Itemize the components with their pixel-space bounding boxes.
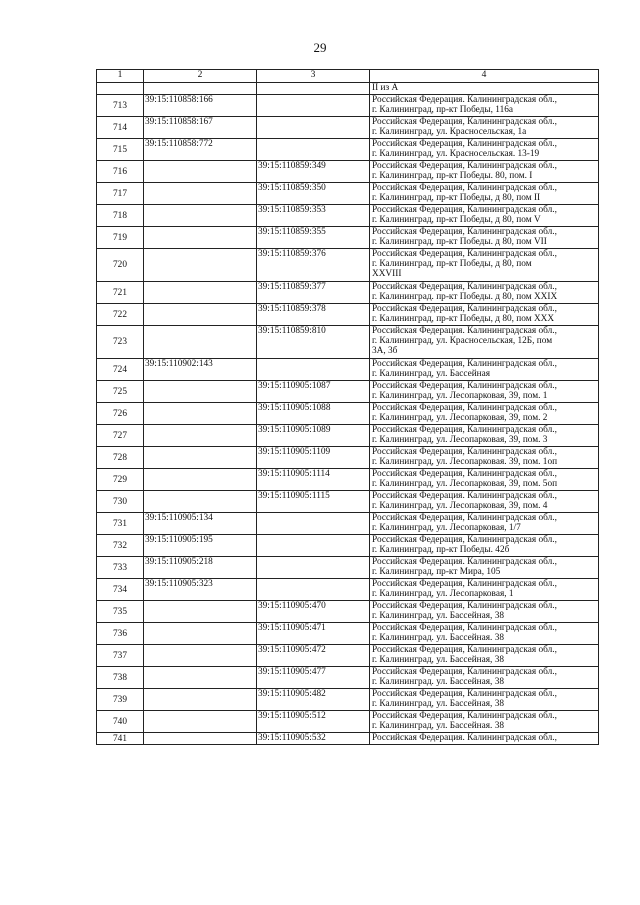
cadastral-number-col2: 39:15:110905:134 (144, 513, 257, 535)
cadastral-number-col3: 39:15:110905:470 (257, 601, 370, 623)
table-row (97, 535, 599, 557)
cadastral-number-col2 (144, 623, 257, 645)
cadastral-number-col3 (257, 117, 370, 139)
address-line: г. Калининград, пр-кт Победы, д 80, пом V (372, 215, 541, 225)
address-line: Российская Федерация, Калининградская обл., (372, 205, 557, 215)
table-row (97, 733, 599, 745)
table-row (97, 667, 599, 689)
cadastral-number-col3: 39:15:110905:472 (257, 645, 370, 667)
column-header-1: 1 (97, 70, 144, 83)
table-row (97, 381, 599, 403)
row-number: 714 (97, 117, 144, 139)
address-line: Российская Федерация. Калининградская обл., (372, 326, 557, 336)
cadastral-number-col2 (144, 733, 257, 745)
address-line: г. Калининград, ул. Лесопарковая, 1/7 (372, 523, 521, 533)
cadastral-number-col3: 39:15:110859:378 (257, 304, 370, 326)
cadastral-number-col2 (144, 403, 257, 425)
row-number: 729 (97, 469, 144, 491)
address-line: г. Калининград, ул. Лесопарковая, 39, пом. 4 (372, 501, 548, 511)
address-line: г. Калининград, пр-кт Победы. д 80, пом VII (372, 237, 547, 247)
address-line: Российская Федерация, Калининградская обл., (372, 425, 557, 435)
cadastral-number-col2: 39:15:110902:143 (144, 359, 257, 381)
row-number: 724 (97, 359, 144, 381)
address-line: г. Калининград, ул. Бассейная. 38 (372, 721, 504, 731)
row-number: 717 (97, 183, 144, 205)
cadastral-number-col2: 39:15:110858:167 (144, 117, 257, 139)
cadastral-number-col2 (144, 381, 257, 403)
cadastral-number-col2: 39:15:110858:166 (144, 95, 257, 117)
cadastral-number-col2 (144, 601, 257, 623)
cadastral-number-col2 (144, 83, 257, 95)
address-line: г. Калининград, пр-кт Победы, д 80, пом XXX (372, 314, 555, 324)
row-number: 728 (97, 447, 144, 469)
cadastral-number-col2 (144, 469, 257, 491)
address-line: Российская Федерация, Калининградская обл., (372, 601, 557, 611)
table-row (97, 117, 599, 139)
address-line: г. Калининград, ул. Лесопарковая, 39, пом. 2 (372, 413, 548, 423)
page-number: 29 (313, 40, 327, 55)
address-cell (370, 304, 599, 326)
column-header-2: 2 (144, 70, 257, 83)
address-line: Российская Федерация. Калининградская обл., (372, 95, 557, 105)
address-line: Российская Федерация, Калининградская обл., (372, 667, 557, 677)
table-row (97, 689, 599, 711)
cadastral-number-col3: 39:15:110859:353 (257, 205, 370, 227)
address-line: Российская Федерация, Калининградская обл., (372, 403, 557, 413)
address-line: Российская Федерация, Калининградская обл., (372, 623, 557, 633)
address-cell (370, 469, 599, 491)
address-cell (370, 403, 599, 425)
address-line: г. Калининград, ул. Лесопарковая. 39, пом. 1оп (372, 457, 558, 467)
table-header-row (97, 70, 599, 83)
table-row (97, 183, 599, 205)
table-row (97, 359, 599, 381)
address-line: 3А, 3б (372, 346, 398, 356)
cadastral-number-col3: 39:15:110859:350 (257, 183, 370, 205)
cadastral-number-col2 (144, 491, 257, 513)
cadastral-number-col2: 39:15:110858:772 (144, 139, 257, 161)
address-line: г. Калининград, пр-кт Победы. 42б (372, 545, 510, 555)
address-cell (370, 623, 599, 645)
address-line: Российская Федерация, Калининградская обл., (372, 161, 557, 171)
address-line: Российская Федерация, Калининградская обл., (372, 447, 557, 457)
address-line: Российская Федерация, Калининградская обл., (372, 183, 557, 193)
address-line: XXVIII (372, 269, 402, 279)
table-row (97, 557, 599, 579)
row-number (97, 83, 144, 95)
address-line: Российская Федерация, Калининградская обл., (372, 227, 557, 237)
address-line: Российская Федерация, Калининградская обл., (372, 249, 557, 259)
row-number: 718 (97, 205, 144, 227)
cadastral-number-col2 (144, 161, 257, 183)
address-line: г. Калининград, пр-кт Победы, д 80, пом (372, 259, 532, 269)
address-cell (370, 359, 599, 381)
table-row (97, 425, 599, 447)
address-line: Российская Федерация. Калининградская обл., (372, 557, 557, 567)
address-line: Российская Федерация, Калининградская обл., (372, 359, 557, 369)
cadastral-number-col3 (257, 557, 370, 579)
address-line: г. Калининград, ул. Красносельская. 13-19 (372, 149, 540, 159)
address-line: г. Калининград, ул. Бассейная, 38 (372, 699, 504, 709)
address-cell (370, 425, 599, 447)
cadastral-number-col3 (257, 95, 370, 117)
table-row (97, 491, 599, 513)
address-cell (370, 205, 599, 227)
row-number: 719 (97, 227, 144, 249)
cadastral-number-col3 (257, 359, 370, 381)
cadastral-number-col2 (144, 326, 257, 359)
row-number: 723 (97, 326, 144, 359)
cadastral-number-col3: 39:15:110859:810 (257, 326, 370, 359)
address-line: Российская Федерация, Калининградская обл., (372, 645, 557, 655)
address-cell (370, 249, 599, 282)
address-cell (370, 491, 599, 513)
cadastral-number-col3: 39:15:110859:377 (257, 282, 370, 304)
table-row (97, 513, 599, 535)
address-line: Российская Федерация, Калининградская обл., (372, 139, 557, 149)
cadastral-number-col3 (257, 513, 370, 535)
address-line: Российская Федерация. Калининградская обл., (372, 733, 557, 743)
address-cell (370, 579, 599, 601)
table-row (97, 326, 599, 359)
row-number: 722 (97, 304, 144, 326)
row-number: 736 (97, 623, 144, 645)
cadastral-number-col3: 39:15:110905:532 (257, 733, 370, 745)
table-row (97, 304, 599, 326)
address-cell (370, 513, 599, 535)
address-line: II из А (372, 83, 399, 93)
address-cell (370, 183, 599, 205)
table-row (97, 282, 599, 304)
table-row (97, 447, 599, 469)
address-cell (370, 667, 599, 689)
cadastral-number-col2: 39:15:110905:218 (144, 557, 257, 579)
address-cell (370, 381, 599, 403)
cadastral-number-col2: 39:15:110905:323 (144, 579, 257, 601)
table-row (97, 249, 599, 282)
address-line: Российская Федерация, Калининградская обл., (372, 381, 557, 391)
row-number: 720 (97, 249, 144, 282)
table-row (97, 711, 599, 733)
row-number: 740 (97, 711, 144, 733)
cadastral-number-col3: 39:15:110905:1089 (257, 425, 370, 447)
address-cell (370, 161, 599, 183)
cadastral-number-col3: 39:15:110859:376 (257, 249, 370, 282)
address-line: Российская Федерация, Калининградская обл., (372, 711, 557, 721)
address-cell (370, 689, 599, 711)
row-number: 726 (97, 403, 144, 425)
cadastral-number-col2: 39:15:110905:195 (144, 535, 257, 557)
address-line: г. Калининград. ул. Бассейная, 38 (372, 677, 504, 687)
address-cell (370, 711, 599, 733)
address-line: Российская Федерация. Калининградская обл., (372, 491, 557, 501)
cadastral-number-col3: 39:15:110905:1114 (257, 469, 370, 491)
address-line: Российская Федерация, Калининградская обл., (372, 535, 557, 545)
row-number: 741 (97, 733, 144, 745)
address-cell (370, 139, 599, 161)
table-row (97, 227, 599, 249)
cadastral-number-col2 (144, 711, 257, 733)
table-row (97, 161, 599, 183)
address-line: г. Калининград, ул. Бассейная, 38 (372, 611, 504, 621)
cadastral-number-col3: 39:15:110859:355 (257, 227, 370, 249)
row-number: 733 (97, 557, 144, 579)
row-number: 727 (97, 425, 144, 447)
cadastral-number-col2 (144, 447, 257, 469)
cadastral-number-col2 (144, 282, 257, 304)
table-row (97, 623, 599, 645)
address-cell (370, 117, 599, 139)
address-cell (370, 601, 599, 623)
cadastral-number-col2 (144, 227, 257, 249)
cadastral-number-col3 (257, 139, 370, 161)
row-number: 735 (97, 601, 144, 623)
address-line: г. Калининград, ул. Красносельская, 12Б, пом (372, 336, 553, 346)
address-cell (370, 83, 599, 95)
table-row (97, 579, 599, 601)
row-number: 738 (97, 667, 144, 689)
address-line: г. Калининград, ул. Красносельская, 1а (372, 127, 527, 137)
address-cell (370, 733, 599, 745)
table-row (97, 601, 599, 623)
register-table (96, 69, 599, 745)
address-line: г. Калининград. ул. Бассейная. 38 (372, 633, 504, 643)
row-number: 739 (97, 689, 144, 711)
cadastral-number-col3: 39:15:110905:512 (257, 711, 370, 733)
address-line: г. Калининград, пр-кт Мира, 105 (372, 567, 501, 577)
row-number: 730 (97, 491, 144, 513)
address-line: г. Калининград, ул. Бассейная, 38 (372, 655, 504, 665)
column-header-4: 4 (370, 70, 599, 83)
address-line: Российская Федерация, Калининградская обл., (372, 513, 557, 523)
cadastral-number-col3: 39:15:110905:1087 (257, 381, 370, 403)
table-row (97, 139, 599, 161)
row-number: 721 (97, 282, 144, 304)
column-header-3: 3 (257, 70, 370, 83)
table-row (97, 469, 599, 491)
address-line: Российская Федерация, Калининградская обл., (372, 117, 557, 127)
address-cell (370, 326, 599, 359)
address-line: г. Калининград. пр-кт Победы. д 80, пом XXIX (372, 292, 558, 302)
address-line: Российская Федерация, Калининградская обл., (372, 304, 557, 314)
address-line: Российская Федерация, Калининградская обл., (372, 689, 557, 699)
address-line: Российская Федерация, Калининградская обл., (372, 469, 557, 479)
row-number: 716 (97, 161, 144, 183)
table-row (97, 205, 599, 227)
cadastral-number-col3: 39:15:110905:471 (257, 623, 370, 645)
cadastral-number-col2 (144, 183, 257, 205)
cadastral-number-col3: 39:15:110905:477 (257, 667, 370, 689)
cadastral-number-col3: 39:15:110905:1109 (257, 447, 370, 469)
cadastral-number-col2 (144, 645, 257, 667)
address-line: г. Калининград, ул. Лесопарковая, 1 (372, 589, 514, 599)
cadastral-number-col3: 39:15:110905:1088 (257, 403, 370, 425)
address-line: Российская Федерация, Калининградская обл., (372, 282, 557, 292)
continuation-row (97, 83, 599, 95)
table-row (97, 403, 599, 425)
cadastral-number-col2 (144, 304, 257, 326)
cadastral-number-col3 (257, 83, 370, 95)
address-line: г. Калининград, пр-кт Победы. 80, пом. I (372, 171, 533, 181)
row-number: 725 (97, 381, 144, 403)
row-number: 731 (97, 513, 144, 535)
address-line: Российская Федерация, Калининградская обл., (372, 579, 557, 589)
address-cell (370, 535, 599, 557)
address-cell (370, 95, 599, 117)
address-line: г. Калининград, пр-кт Победы, 116а (372, 105, 514, 115)
address-cell (370, 557, 599, 579)
cadastral-number-col3: 39:15:110905:1115 (257, 491, 370, 513)
table-row (97, 645, 599, 667)
cadastral-number-col3 (257, 579, 370, 601)
cadastral-number-col2 (144, 205, 257, 227)
cadastral-number-col2 (144, 425, 257, 447)
row-number: 737 (97, 645, 144, 667)
cadastral-number-col2 (144, 689, 257, 711)
address-cell (370, 282, 599, 304)
cadastral-number-col3: 39:15:110859:349 (257, 161, 370, 183)
address-line: г. Калининград, ул. Бассейная (372, 369, 491, 379)
address-line: г. Калининград, ул. Лесопарковая, 39, пом. 5оп (372, 479, 558, 489)
row-number: 734 (97, 579, 144, 601)
cadastral-number-col2 (144, 667, 257, 689)
address-cell (370, 447, 599, 469)
address-line: г. Калининград, пр-кт Победы, д 80, пом II (372, 193, 541, 203)
row-number: 713 (97, 95, 144, 117)
address-cell (370, 645, 599, 667)
cadastral-number-col2 (144, 249, 257, 282)
row-number: 715 (97, 139, 144, 161)
table-body (97, 83, 599, 745)
table-row (97, 95, 599, 117)
cadastral-number-col3: 39:15:110905:482 (257, 689, 370, 711)
row-number: 732 (97, 535, 144, 557)
address-cell (370, 227, 599, 249)
cadastral-number-col3 (257, 535, 370, 557)
address-line: г. Калининград, ул. Лесопарковая, 39, пом. 3 (372, 435, 548, 445)
address-line: г. Калининград, ул. Лесопарковая, 39, пом. 1 (372, 391, 548, 401)
